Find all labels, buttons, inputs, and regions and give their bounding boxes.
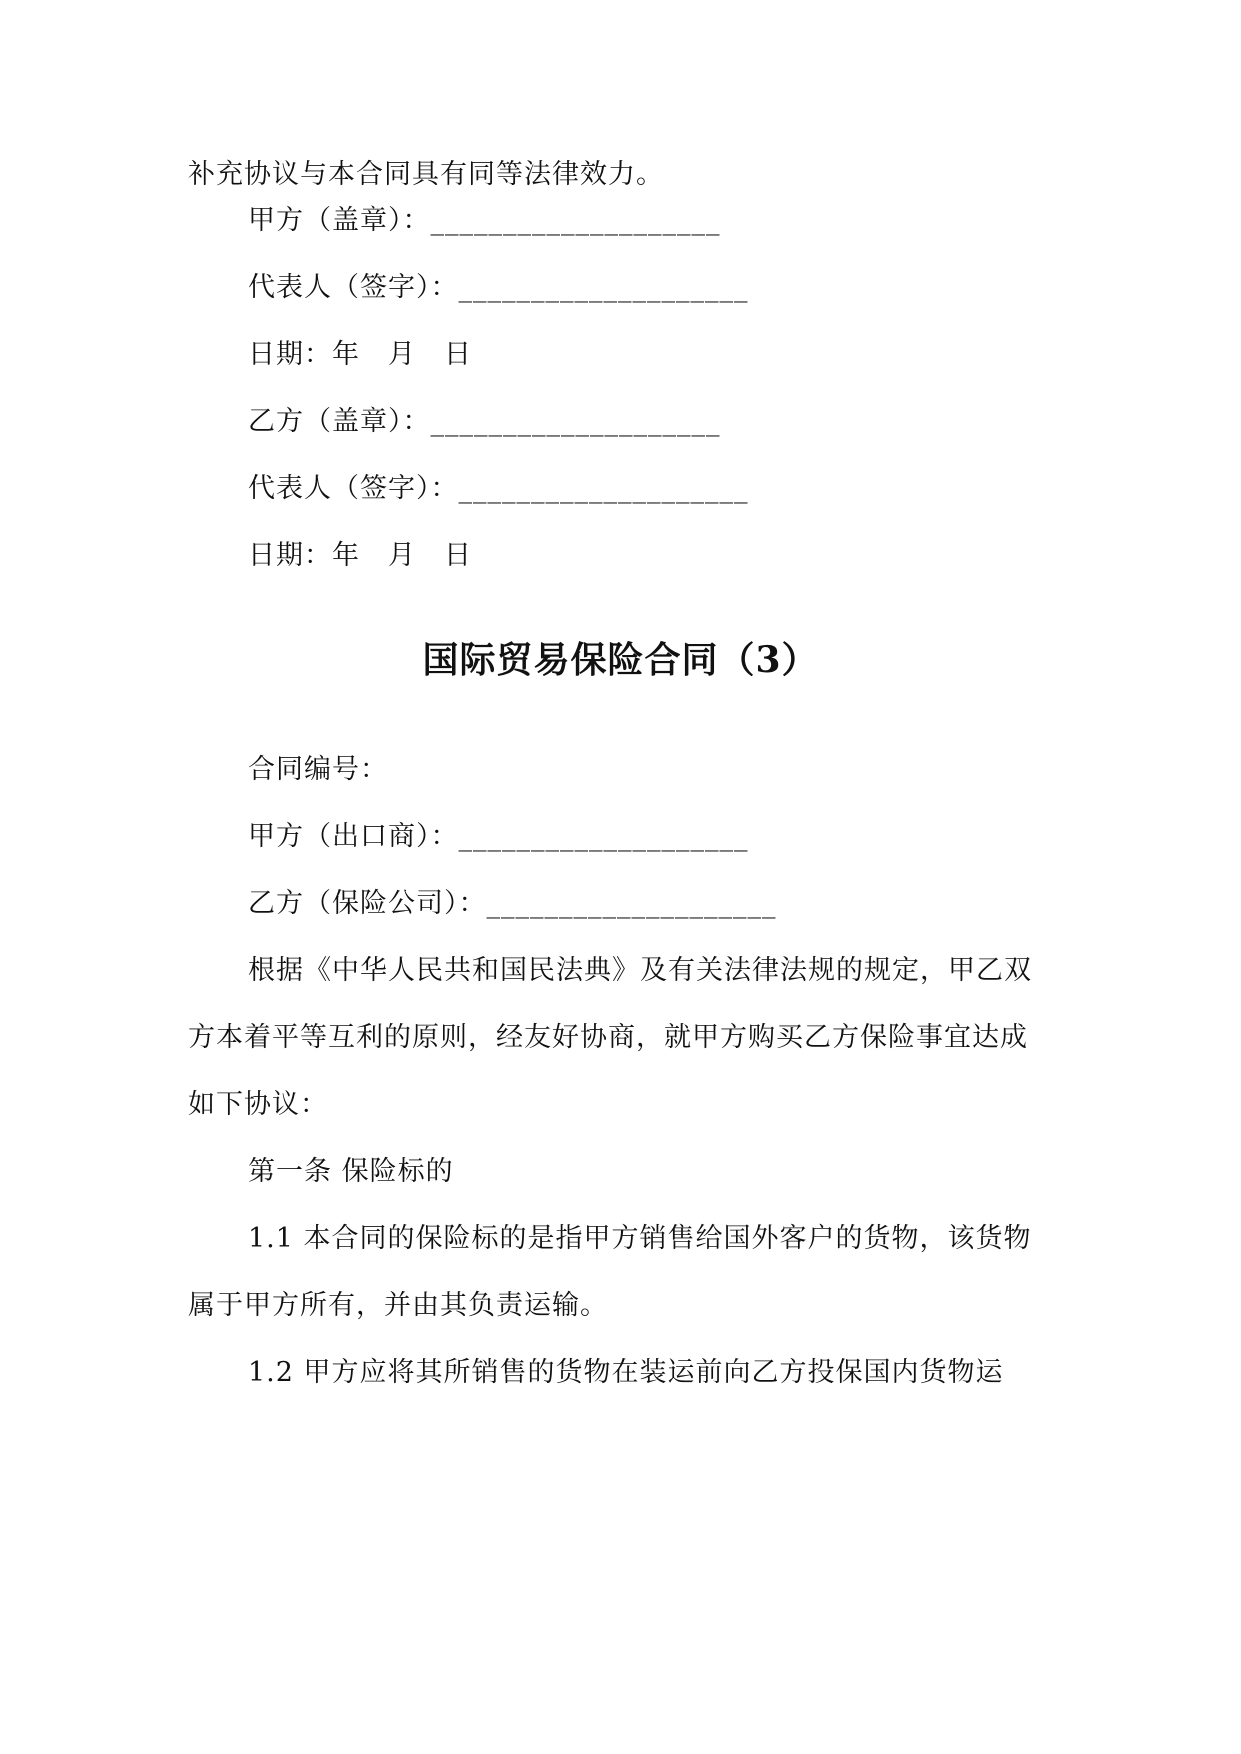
text-line-insurer: 乙方（保险公司）：____________________ xyxy=(248,888,777,919)
text-line-supplement-clause: 补充协议与本合同具有同等法律效力。 xyxy=(188,159,664,190)
text-line-clause-1-1-a: 1.1 本合同的保险标的是指甲方销售给国外客户的货物，该货物 xyxy=(248,1223,1032,1254)
article-one-heading: 第一条 保险标的 xyxy=(248,1156,454,1187)
text-line-preamble-1: 根据《中华人民共和国民法典》及有关法律法规的规定，甲乙双 xyxy=(248,955,1032,986)
text-line-preamble-3: 如下协议： xyxy=(188,1089,328,1120)
text-line-party-a-date: 日期：年 月 日 xyxy=(248,339,472,370)
text-line-exporter: 甲方（出口商）：____________________ xyxy=(248,821,749,852)
text-line-party-a-representative: 代表人（签字）：____________________ xyxy=(248,272,749,303)
text-line-party-a-seal: 甲方（盖章）：____________________ xyxy=(248,205,721,236)
text-line-party-b-representative: 代表人（签字）：____________________ xyxy=(248,473,749,504)
contract-title: 国际贸易保险合同（3） xyxy=(422,639,819,681)
text-line-contract-number: 合同编号： xyxy=(248,754,388,785)
text-line-preamble-2: 方本着平等互利的原则，经友好协商，就甲方购买乙方保险事宜达成 xyxy=(188,1022,1028,1053)
text-line-party-b-seal: 乙方（盖章）：____________________ xyxy=(248,406,721,437)
text-line-clause-1-1-b: 属于甲方所有，并由其负责运输。 xyxy=(188,1290,608,1321)
text-line-party-b-date: 日期：年 月 日 xyxy=(248,540,472,571)
text-line-clause-1-2: 1.2 甲方应将其所销售的货物在装运前向乙方投保国内货物运 xyxy=(248,1357,1004,1388)
